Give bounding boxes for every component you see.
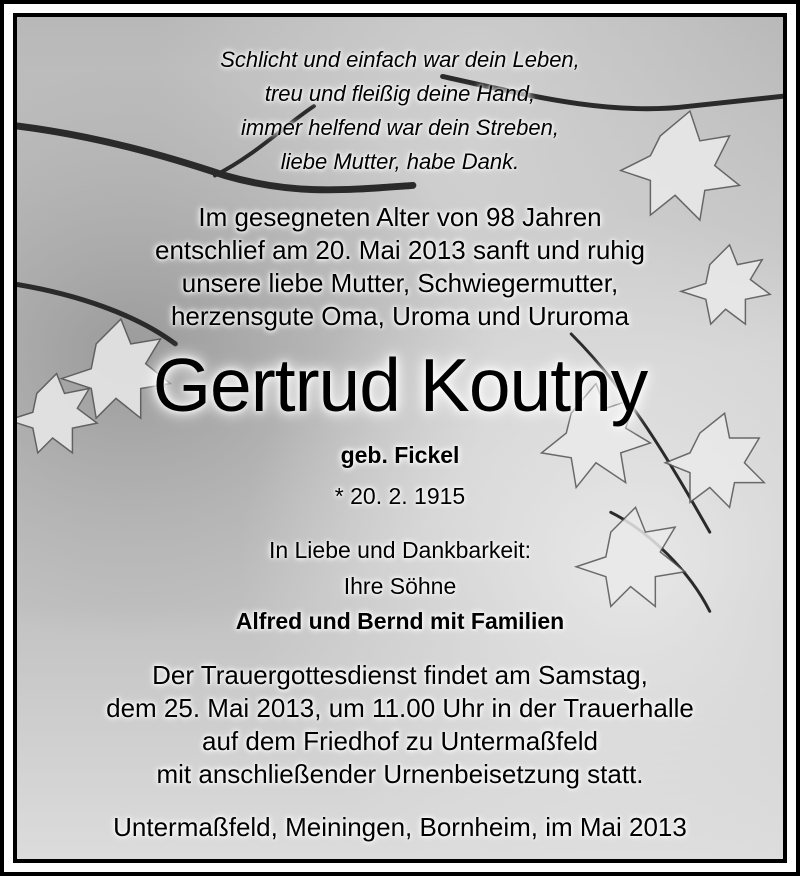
service-line: Der Trauergottesdienst findet am Samstag, <box>152 660 648 690</box>
mourners-intro: In Liebe und Dankbarkeit: <box>268 537 532 563</box>
maiden-name: geb. Fickel <box>340 442 460 468</box>
service-line: dem 25. Mai 2013, um 11.00 Uhr in der Trauerhalle <box>106 693 694 723</box>
deceased-name: Gertrud Koutny <box>152 343 648 427</box>
service-line: auf dem Friedhof zu Untermaßfeld <box>202 726 598 756</box>
verse-line: immer helfend war dein Streben, <box>241 115 559 140</box>
announcement-line: Im gesegneten Alter von 98 Jahren <box>198 202 602 232</box>
service-line: mit anschließender Urnenbeisetzung statt. <box>156 759 644 789</box>
mourners-relation: Ihre Söhne <box>343 573 457 599</box>
notice-text <box>17 17 783 859</box>
notice-panel <box>13 13 787 863</box>
announcement-line: unsere liebe Mutter, Schwiegermutter, <box>181 268 619 298</box>
announcement-line: entschlief am 20. Mai 2013 sanft und ruhig <box>155 235 645 265</box>
verse-line: liebe Mutter, habe Dank. <box>280 149 520 174</box>
birth-date: * 20. 2. 1915 <box>334 483 466 509</box>
announcement-line: herzensgute Oma, Uroma und Ururoma <box>170 301 630 331</box>
verse-line: Schlicht und einfach war dein Leben, <box>220 47 580 72</box>
place-and-date: Untermaßfeld, Meiningen, Bornheim, im Mai 2013 <box>113 812 687 842</box>
mourners-names: Alfred und Bernd mit Familien <box>235 608 565 634</box>
verse-line: treu und fleißig deine Hand, <box>264 81 536 106</box>
